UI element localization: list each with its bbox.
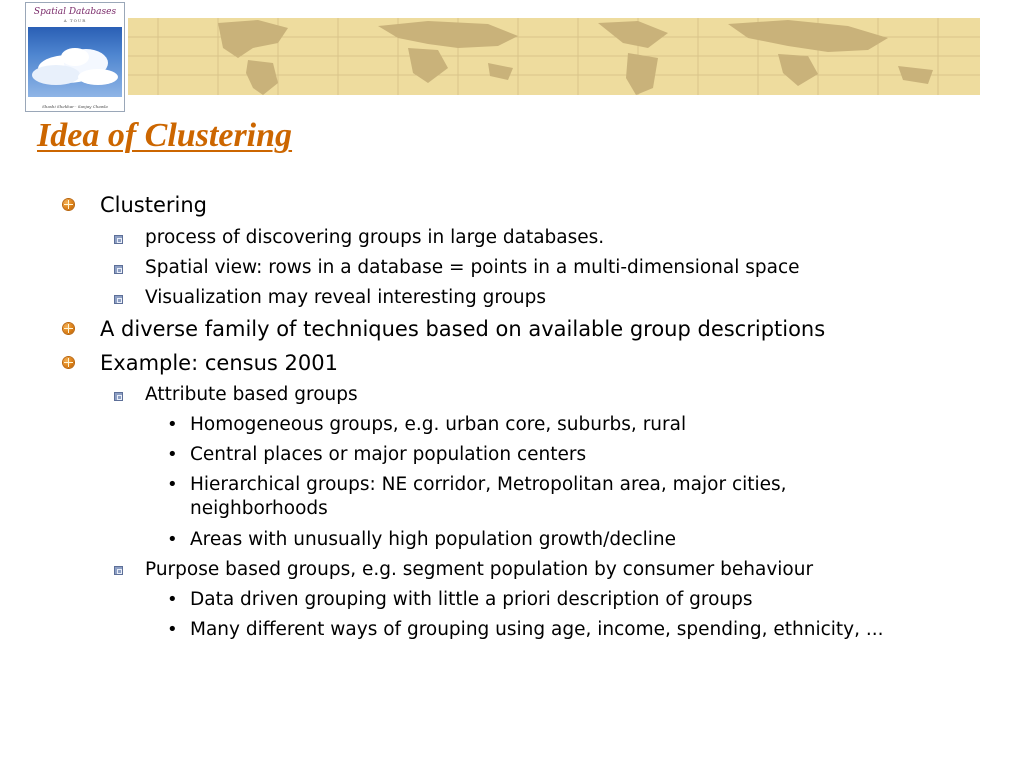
list-item: Many different ways of grouping using age, income, spending, ethnicity, ... (190, 619, 884, 640)
list-item: A diverse family of techniques based on available group descriptions (100, 317, 826, 341)
dot-bullet-icon: • (167, 414, 178, 435)
list-item: Spatial view: rows in a database = points in a multi-dimensional space (145, 257, 800, 278)
dot-bullet-icon: • (167, 619, 178, 640)
list-item: Clustering (100, 193, 208, 217)
list-item: Areas with unusually high population growth/decline (190, 529, 677, 550)
dot-bullet-icon: • (167, 444, 178, 465)
dot-bullet-icon: • (167, 529, 178, 550)
dot-bullet-icon: • (167, 589, 178, 610)
cover-title: Spatial Databases (33, 7, 117, 17)
list-item: Visualization may reveal interesting groups (145, 287, 547, 308)
list-item: Purpose based groups, e.g. segment population by consumer behaviour (145, 559, 814, 580)
list-item: Data driven grouping with little a priori description of groups (190, 589, 753, 610)
round-bullet-icon (63, 323, 74, 334)
cover-authors: Shashi Shekhar · Sanjay Chawla (42, 104, 108, 109)
book-cover-image (25, 2, 125, 112)
list-item: Example: census 2001 (100, 351, 338, 375)
square-bullet-icon (114, 566, 123, 575)
slide-title: Idea of Clustering (37, 117, 293, 154)
square-bullet-icon (114, 265, 123, 274)
list-item: Hierarchical groups: NE corridor, Metropolitan area, major cities, (190, 474, 787, 495)
list-item-continuation: neighborhoods (190, 498, 328, 519)
list-item: process of discovering groups in large databases. (145, 227, 605, 248)
list-item: Attribute based groups (145, 384, 358, 405)
cover-subtitle: A TOUR (63, 18, 87, 23)
world-map-graphic (128, 18, 980, 95)
list-item: Homogeneous groups, e.g. urban core, suburbs, rural (190, 414, 687, 435)
round-bullet-icon (63, 357, 74, 368)
round-bullet-icon (63, 199, 74, 210)
cloud-sky-picture (28, 27, 122, 97)
square-bullet-icon (114, 235, 123, 244)
square-bullet-icon (114, 295, 123, 304)
dot-bullet-icon: • (167, 474, 178, 495)
world-map-banner (128, 18, 980, 95)
square-bullet-icon (114, 392, 123, 401)
list-item: Central places or major population centers (190, 444, 587, 465)
